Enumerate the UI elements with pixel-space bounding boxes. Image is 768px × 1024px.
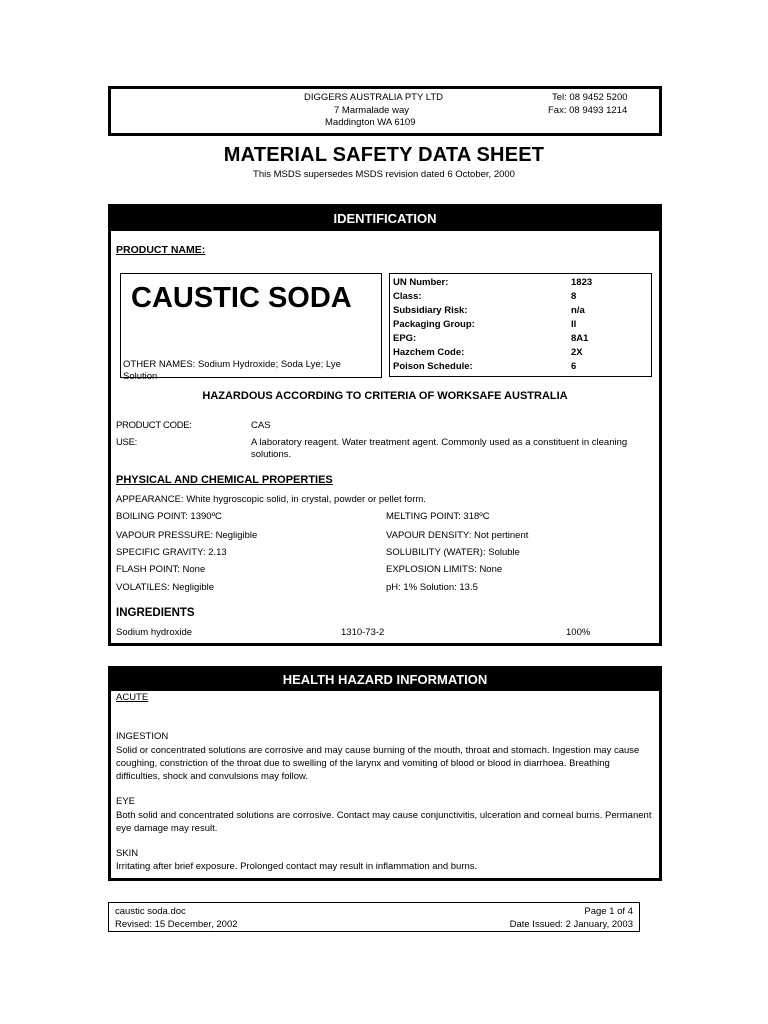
classification-value: 8	[571, 291, 577, 302]
page-subtitle: This MSDS supersedes MSDS revision dated 6 October, 2000	[253, 169, 515, 180]
identification-section	[108, 204, 662, 646]
company-name: DIGGERS AUSTRALIA PTY LTD	[304, 92, 444, 103]
ph: pH: 1% Solution: 13.5	[386, 582, 478, 593]
company-address-line2: Maddington WA 6109	[325, 117, 416, 128]
classification-box	[389, 273, 652, 377]
product-name-label: PRODUCT NAME:	[116, 244, 206, 256]
company-header	[108, 86, 662, 136]
classification-label: Poison Schedule:	[393, 361, 473, 372]
other-names: OTHER NAMES: Sodium Hydroxide; Soda Lye; Lye Solution	[123, 359, 341, 382]
company-tel: Tel: 08 9452 5200	[552, 92, 628, 103]
classification-label: EPG:	[393, 333, 417, 344]
product-code-value: CAS	[251, 420, 271, 431]
footer-page-number: Page 1 of 4	[584, 906, 633, 917]
classification-value: 2X	[571, 347, 583, 358]
classification-label: UN Number:	[393, 277, 449, 288]
ingredient-proportion: 100%	[566, 627, 591, 638]
classification-value: 6	[571, 361, 577, 372]
vapour-density: VAPOUR DENSITY: Not pertinent	[386, 530, 529, 541]
acute-label: ACUTE	[116, 692, 149, 703]
page-title: MATERIAL SAFETY DATA SHEET	[223, 144, 545, 166]
ingredient-name: Sodium hydroxide	[116, 627, 193, 638]
use-label: USE:	[116, 437, 137, 448]
footer-date-issued: Date Issued: 2 January, 2003	[509, 919, 633, 930]
eye-text: Both solid and concentrated solutions are corrosive. Contact may cause conjunctivitis, ulceration and corneal burns. Permanent eye damage may result.	[116, 810, 652, 834]
use-value: A laboratory reagent. Water treatment agent. Commonly used as a constituent in cleaning solutions.	[251, 437, 628, 460]
eye-label: EYE	[116, 796, 136, 807]
boiling-point: BOILING POINT: 1390ºC	[116, 511, 222, 522]
classification-label: Hazchem Code:	[393, 347, 465, 358]
product-code-label: PRODUCT CODE:	[116, 420, 192, 431]
health-hazard-heading: HEALTH HAZARD INFORMATION	[111, 669, 659, 691]
appearance: APPEARANCE: White hygroscopic solid, in crystal, powder or pellet form.	[116, 494, 426, 505]
specific-gravity: SPECIFIC GRAVITY: 2.13	[116, 547, 227, 558]
classification-value: 8A1	[571, 333, 589, 344]
footer-revised: Revised: 15 December, 2002	[115, 919, 238, 930]
melting-point: MELTING POINT: 318ºC	[386, 511, 490, 522]
classification-label: Packaging Group:	[393, 319, 475, 330]
classification-value: II	[571, 319, 577, 330]
classification-value: 1823	[571, 277, 593, 288]
company-address-line1: 7 Marmalade way	[334, 105, 409, 116]
ingestion-label: INGESTION	[116, 731, 169, 742]
ingredients-heading: INGREDIENTS	[116, 607, 195, 619]
ingestion-text: Solid or concentrated solutions are corrosive and may cause burning of the mouth, throat and stomach. Ingestion may cause coughing, constriction of the throat due to swelling of the larynx and vomiting of blood or blood in diarrhoea. Breathing difficulties, shock and convulsions may follow.	[116, 745, 640, 782]
identification-heading: IDENTIFICATION	[111, 207, 659, 231]
product-name-box	[120, 273, 382, 382]
hazard-statement: HAZARDOUS ACCORDING TO CRITERIA OF WORKSAFE AUSTRALIA	[202, 390, 568, 402]
classification-value: n/a	[571, 305, 585, 316]
product-name: CAUSTIC SODA	[131, 282, 352, 314]
ingredient-cas: 1310-73-2	[341, 627, 385, 638]
company-fax: Fax: 08 9493 1214	[548, 105, 628, 116]
page-footer	[108, 902, 640, 932]
footer-filename: caustic soda.doc	[115, 906, 186, 917]
flash-point: FLASH POINT: None	[116, 564, 206, 575]
solubility: SOLUBILITY (WATER): Soluble	[386, 547, 520, 558]
health-hazard-section	[108, 666, 662, 881]
physical-properties-heading: PHYSICAL AND CHEMICAL PROPERTIES	[116, 474, 333, 486]
explosion-limits: EXPLOSION LIMITS: None	[386, 564, 503, 575]
classification-label: Class:	[393, 291, 422, 302]
volatiles: VOLATILES: Negligible	[116, 582, 215, 593]
vapour-pressure: VAPOUR PRESSURE: Negligible	[116, 530, 258, 541]
classification-label: Subsidiary Risk:	[393, 305, 468, 316]
skin-text: Irritating after brief exposure. Prolonged contact may result in inflammation and burns.	[116, 861, 478, 872]
skin-label: SKIN	[116, 848, 139, 859]
